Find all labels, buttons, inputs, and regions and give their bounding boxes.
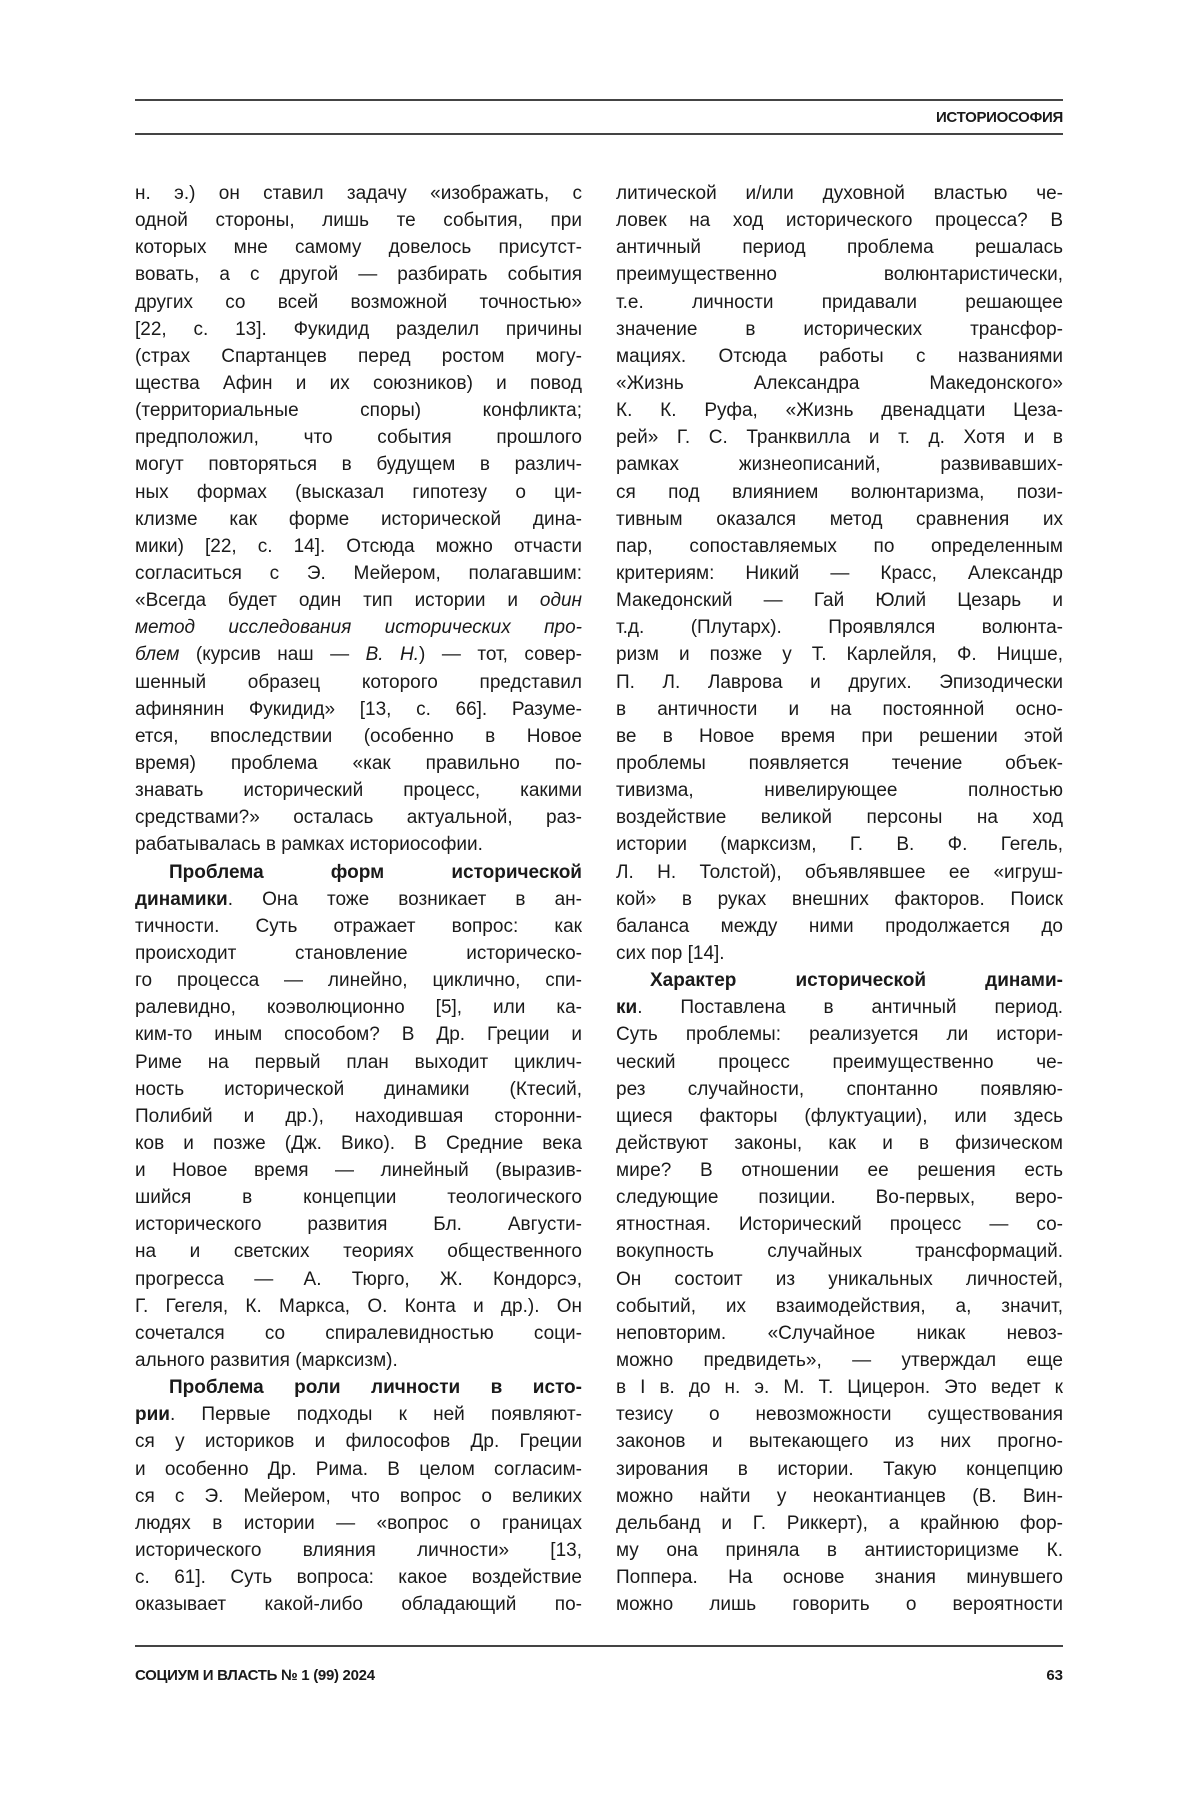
text-line xyxy=(616,1266,1063,1293)
body-text: следующие позиции. Во-первых, веро- xyxy=(616,1187,1063,1208)
body-text: критериям: Никий — Красс, Александр xyxy=(616,563,1063,584)
body-text: го процесса — линейно, циклично, спи- xyxy=(135,970,582,991)
body-text: и Новое время — линейный (выразив- xyxy=(135,1160,582,1181)
text-line xyxy=(616,804,1063,831)
body-text: (страх Спартанцев перед ростом могу- xyxy=(135,346,582,367)
text-line xyxy=(616,1510,1063,1537)
body-text: П. Л. Лаврова и других. Эпизодически xyxy=(616,672,1063,693)
body-text: Л. Н. Толстой), объявлявшее ее «игруш- xyxy=(616,862,1063,883)
text-line xyxy=(135,261,582,288)
section-heading-text: ки xyxy=(616,997,637,1018)
text-line xyxy=(135,723,582,750)
text-line xyxy=(135,1211,582,1238)
body-text: тивным оказался метод сравнения их xyxy=(616,509,1063,530)
text-line xyxy=(135,669,582,696)
body-text: неповторим. «Случайное никак невоз- xyxy=(616,1323,1063,1344)
text-line xyxy=(616,1157,1063,1184)
text-line xyxy=(616,614,1063,641)
text-line xyxy=(616,641,1063,668)
text-line xyxy=(616,1238,1063,1265)
body-text: (курсив наш — xyxy=(179,644,365,665)
body-text: зирования в истории. Такую концепцию xyxy=(616,1459,1063,1480)
body-text: предположил, что события прошлого xyxy=(135,427,582,448)
italic-text: В. Н. xyxy=(366,644,419,665)
text-line xyxy=(616,1564,1063,1591)
body-text: К. К. Руфа, «Жизнь двенадцати Цеза- xyxy=(616,400,1063,421)
body-text: ) — тот, совер- xyxy=(419,644,582,665)
text-line xyxy=(616,1293,1063,1320)
text-line xyxy=(616,1347,1063,1374)
text-column-right xyxy=(616,180,1063,1618)
italic-text: метод исследования исторических про- xyxy=(135,617,582,638)
body-text: кой» в руках внешних факторов. Поиск xyxy=(616,889,1063,910)
body-text: мики) [22, с. 14]. Отсюда можно отчасти xyxy=(135,536,582,557)
body-text: античный период проблема решалась xyxy=(616,237,1063,258)
body-text: рабатывалась в рамках историософии. xyxy=(135,834,483,855)
section-heading-text: Проблема роли личности в исто- xyxy=(169,1377,582,1398)
body-text: т.д. (Плутарх). Проявлялся волюнта- xyxy=(616,617,1063,638)
text-line xyxy=(135,1510,582,1537)
text-line xyxy=(616,1401,1063,1428)
body-text: ется, впоследствии (особенно в Новое xyxy=(135,726,582,747)
text-line xyxy=(135,1401,582,1428)
body-text: ся с Э. Мейером, что вопрос о великих xyxy=(135,1486,582,1507)
text-line xyxy=(135,777,582,804)
body-text: прогресса — А. Тюрго, Ж. Кондорсэ, xyxy=(135,1269,582,1290)
text-line xyxy=(135,1238,582,1265)
body-text: значение в исторических трансфор- xyxy=(616,319,1063,340)
body-text: ся под влиянием волюнтаризма, пози- xyxy=(616,482,1063,503)
body-text: дельбанд и Г. Риккерт), а крайнюю фор- xyxy=(616,1513,1063,1534)
text-line xyxy=(135,397,582,424)
text-line xyxy=(616,587,1063,614)
text-line xyxy=(135,1537,582,1564)
text-line xyxy=(616,1591,1063,1618)
body-text: тивизма, нивелирующее полностью xyxy=(616,780,1063,801)
body-text: ность исторической динамики (Ктесий, xyxy=(135,1079,582,1100)
body-text: мациях. Отсюда работы с названиями xyxy=(616,346,1063,367)
text-line xyxy=(616,289,1063,316)
text-line xyxy=(135,1157,582,1184)
body-text: проблемы появляется течение объек- xyxy=(616,753,1063,774)
text-line xyxy=(135,859,582,886)
body-text: Полибий и др.), находившая сторонни- xyxy=(135,1106,582,1127)
body-text: на и светских теориях общественного xyxy=(135,1241,582,1262)
header-rule-bottom xyxy=(135,133,1063,135)
body-text: можно предвидеть», — утверждал еще xyxy=(616,1350,1063,1371)
text-line xyxy=(616,723,1063,750)
body-text: и особенно Др. Рима. В целом согласим- xyxy=(135,1459,582,1480)
text-line xyxy=(616,343,1063,370)
text-line xyxy=(616,1130,1063,1157)
body-text: сочетался со спиралевидностью соци- xyxy=(135,1323,582,1344)
body-text: шенный образец которого представил xyxy=(135,672,582,693)
text-line xyxy=(135,940,582,967)
body-text: оказывает какой-либо обладающий по- xyxy=(135,1594,582,1615)
body-text: литической и/или духовной властью че- xyxy=(616,183,1063,204)
body-text: можно найти у неокантианцев (В. Вин- xyxy=(616,1486,1063,1507)
text-line xyxy=(616,451,1063,478)
text-line xyxy=(616,1103,1063,1130)
text-line xyxy=(616,859,1063,886)
text-line xyxy=(135,289,582,316)
text-line xyxy=(616,940,1063,967)
body-text: Македонский — Гай Юлий Цезарь и xyxy=(616,590,1063,611)
text-line xyxy=(616,1184,1063,1211)
text-line xyxy=(616,1049,1063,1076)
text-line xyxy=(135,316,582,343)
body-text: пар, сопоставляемых по определенным xyxy=(616,536,1063,557)
body-text: т.е. личности придавали решающее xyxy=(616,292,1063,313)
body-text: ве в Новое время при решении этой xyxy=(616,726,1063,747)
body-text: «Жизнь Александра Македонского» xyxy=(616,373,1063,394)
text-line xyxy=(135,994,582,1021)
text-line xyxy=(135,180,582,207)
text-line xyxy=(135,533,582,560)
text-line xyxy=(616,207,1063,234)
body-text: рей» Г. С. Транквилла и т. д. Хотя и в xyxy=(616,427,1063,448)
body-text: можно лишь говорить о вероятности xyxy=(616,1594,1063,1615)
body-text: ся у историков и философов Др. Греции xyxy=(135,1431,582,1452)
body-text: согласиться с Э. Мейером, полагавшим: xyxy=(135,563,582,584)
text-line xyxy=(135,424,582,451)
body-text: вовать, а с другой — разбирать события xyxy=(135,264,582,285)
text-line xyxy=(135,1456,582,1483)
text-line xyxy=(135,1293,582,1320)
body-text: в античности и на постоянной осно- xyxy=(616,699,1063,720)
text-line xyxy=(616,1374,1063,1401)
body-text: исторического развития Бл. Августи- xyxy=(135,1214,582,1235)
text-line xyxy=(616,1320,1063,1347)
text-line xyxy=(135,913,582,940)
text-line xyxy=(135,451,582,478)
text-line xyxy=(616,777,1063,804)
text-line xyxy=(135,1021,582,1048)
header-rule-top xyxy=(135,99,1063,101)
text-line xyxy=(135,1076,582,1103)
body-text: других со всей возможной точностью» xyxy=(135,292,582,313)
text-line xyxy=(135,1347,582,1374)
body-text: вокупность случайных трансформаций. xyxy=(616,1241,1063,1262)
text-line xyxy=(616,913,1063,940)
text-line xyxy=(616,397,1063,424)
body-text: . Она тоже возникает в ан- xyxy=(228,889,582,910)
body-text: исторического влияния личности» [13, xyxy=(135,1540,582,1561)
body-text: н. э.) он ставил задачу «изображать, с xyxy=(135,183,582,204)
body-text: людях в истории — «вопрос о границах xyxy=(135,1513,582,1534)
body-text: щества Афин и их союзников) и повод xyxy=(135,373,582,394)
text-line xyxy=(135,1591,582,1618)
body-text: в I в. до н. э. М. Т. Цицерон. Это ведет к xyxy=(616,1377,1063,1398)
body-text: рез случайности, спонтанно появляю- xyxy=(616,1079,1063,1100)
text-line xyxy=(616,696,1063,723)
text-line xyxy=(616,180,1063,207)
text-line xyxy=(616,1483,1063,1510)
text-line xyxy=(616,1428,1063,1455)
body-text: событий, их взаимодействия, а, значит, xyxy=(616,1296,1063,1317)
text-line xyxy=(135,343,582,370)
text-line xyxy=(135,1564,582,1591)
body-text: происходит становление историческо- xyxy=(135,943,582,964)
body-text: ных формах (высказал гипотезу о ци- xyxy=(135,482,582,503)
text-line xyxy=(616,1076,1063,1103)
body-text: «Всегда будет один тип истории и xyxy=(135,590,540,611)
italic-text: один xyxy=(540,590,582,611)
text-line xyxy=(135,479,582,506)
body-text: Г. Гегеля, К. Маркса, О. Конта и др.). Он xyxy=(135,1296,582,1317)
body-text: щиеся факторы (флуктуации), или здесь xyxy=(616,1106,1063,1127)
text-line xyxy=(616,1456,1063,1483)
body-text: Суть проблемы: реализуется ли истори- xyxy=(616,1024,1063,1045)
body-text: ческий процесс преимущественно че- xyxy=(616,1052,1063,1073)
section-heading-text: рии xyxy=(135,1404,170,1425)
section-title: ИСТОРИОСОФИЯ xyxy=(936,109,1063,126)
section-heading-text: Проблема форм исторической xyxy=(169,862,582,883)
text-line xyxy=(135,506,582,533)
section-heading-text: динамики xyxy=(135,889,228,910)
text-line xyxy=(135,804,582,831)
body-text: . Первые подходы к ней появляют- xyxy=(170,1404,582,1425)
text-line xyxy=(616,479,1063,506)
body-text: ловек на ход исторического процесса? В xyxy=(616,210,1063,231)
text-column-left xyxy=(135,180,582,1618)
body-text: действуют законы, как и в физическом xyxy=(616,1133,1063,1154)
text-line xyxy=(616,560,1063,587)
text-line xyxy=(616,669,1063,696)
text-line xyxy=(135,1320,582,1347)
text-line xyxy=(135,587,582,614)
body-text: преимущественно волюнтаристически, xyxy=(616,264,1063,285)
section-heading-text: Характер исторической динами- xyxy=(650,970,1063,991)
body-text: ралевидно, коэволюционно [5], или ка- xyxy=(135,997,582,1018)
body-text: могут повторяться в будущем в различ- xyxy=(135,454,582,475)
body-text: воздействие великой персоны на ход xyxy=(616,807,1063,828)
body-text: истории (марксизм, Г. В. Ф. Гегель, xyxy=(616,834,1063,855)
text-line xyxy=(135,750,582,777)
body-text: тичности. Суть отражает вопрос: как xyxy=(135,916,582,937)
text-line xyxy=(135,1184,582,1211)
text-line xyxy=(135,1130,582,1157)
body-text: тезису о невозможности существования xyxy=(616,1404,1063,1425)
body-text: с. 61]. Суть вопроса: какое воздействие xyxy=(135,1567,582,1588)
text-line xyxy=(616,261,1063,288)
text-line xyxy=(135,1374,582,1401)
text-line xyxy=(616,424,1063,451)
body-text: шийся в концепции теологического xyxy=(135,1187,582,1208)
body-text: рамках жизнеописаний, развивавших- xyxy=(616,454,1063,475)
text-line xyxy=(616,316,1063,343)
body-text: клизме как форме исторической дина- xyxy=(135,509,582,530)
text-line xyxy=(616,886,1063,913)
body-text: ятностная. Исторический процесс — со- xyxy=(616,1214,1063,1235)
text-line xyxy=(135,1049,582,1076)
text-line xyxy=(616,750,1063,777)
body-text: Поппера. На основе знания минувшего xyxy=(616,1567,1063,1588)
text-line xyxy=(135,234,582,261)
text-line xyxy=(135,641,582,668)
text-line xyxy=(135,207,582,234)
body-text: ким-то иным способом? В Др. Греции и xyxy=(135,1024,582,1045)
body-text: афинянин Фукидид» [13, с. 66]. Разуме- xyxy=(135,699,582,720)
text-line xyxy=(616,967,1063,994)
body-text: ризм и позже у Т. Карлейля, Ф. Ницше, xyxy=(616,644,1063,665)
body-text: ального развития (марксизм). xyxy=(135,1350,398,1371)
text-line xyxy=(616,1021,1063,1048)
journal-issue: СОЦИУМ И ВЛАСТЬ № 1 (99) 2024 xyxy=(135,1667,375,1684)
text-line xyxy=(135,614,582,641)
text-line xyxy=(135,560,582,587)
text-line xyxy=(616,370,1063,397)
text-line xyxy=(135,1266,582,1293)
text-line xyxy=(135,967,582,994)
page-number: 63 xyxy=(1046,1667,1063,1684)
text-line xyxy=(135,696,582,723)
text-line xyxy=(616,506,1063,533)
text-line xyxy=(616,533,1063,560)
body-text: сих пор [14]. xyxy=(616,943,725,964)
text-line xyxy=(135,370,582,397)
text-line xyxy=(135,1103,582,1130)
text-line xyxy=(135,831,582,858)
text-line xyxy=(616,1537,1063,1564)
text-line xyxy=(135,886,582,913)
text-line xyxy=(135,1428,582,1455)
body-text: [22, с. 13]. Фукидид разделил причины xyxy=(135,319,582,340)
body-text: . Поставлена в античный период. xyxy=(637,997,1063,1018)
body-text: знавать исторический процесс, какими xyxy=(135,780,582,801)
body-text: время) проблема «как правильно по- xyxy=(135,753,582,774)
text-line xyxy=(135,1483,582,1510)
body-text: баланса между ними продолжается до xyxy=(616,916,1063,937)
body-text: ков и позже (Дж. Вико). В Средние века xyxy=(135,1133,582,1154)
italic-text: блем xyxy=(135,644,179,665)
footer-rule xyxy=(135,1645,1063,1647)
text-line xyxy=(616,1211,1063,1238)
text-line xyxy=(616,234,1063,261)
body-text: одной стороны, лишь те события, при xyxy=(135,210,582,231)
body-text: Риме на первый план выходит циклич- xyxy=(135,1052,582,1073)
text-line xyxy=(616,831,1063,858)
body-text: Он состоит из уникальных личностей, xyxy=(616,1269,1063,1290)
body-text: мире? В отношении ее решения есть xyxy=(616,1160,1063,1181)
body-text: (территориальные споры) конфликта; xyxy=(135,400,582,421)
text-line xyxy=(616,994,1063,1021)
body-text: законов и вытекающего из них прогно- xyxy=(616,1431,1063,1452)
body-text: му она приняла в антиисторицизме К. xyxy=(616,1540,1063,1561)
body-text: которых мне самому довелось присутст- xyxy=(135,237,582,258)
body-text: средствами?» осталась актуальной, раз- xyxy=(135,807,582,828)
